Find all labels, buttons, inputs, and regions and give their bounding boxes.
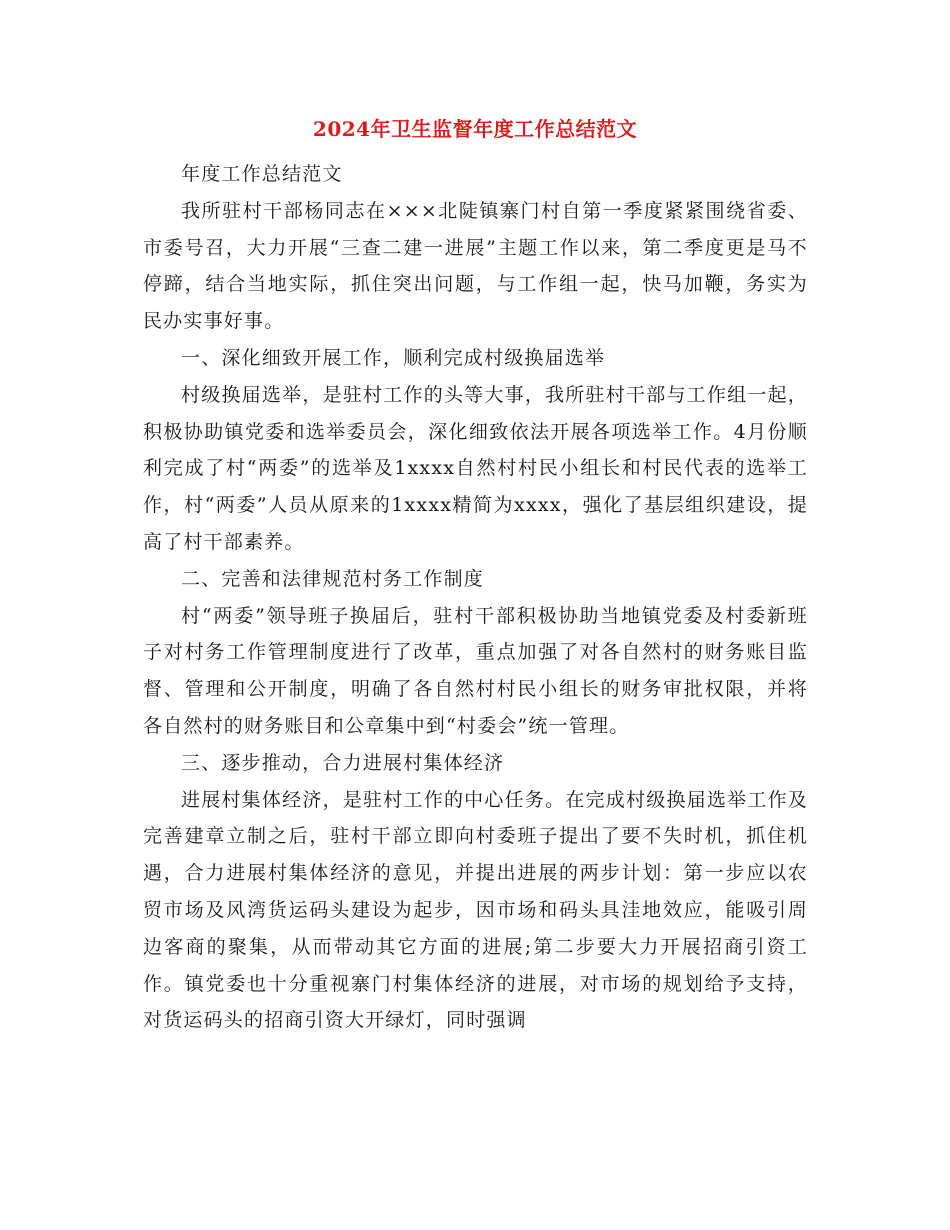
section-heading-3: 三、逐步推动，合力进展村集体经济 [181, 751, 505, 774]
section-body-3: 进展村集体经济，是驻村工作的中心任务。在完成村级换届选举工作及完善建章立制之后，驻村干部立即向村委班子提出了要不失时机，抓住机遇，合力进展村集体经济的意见，并提出进展的两步计划：第一步应以农贸市场及风湾货运码头建设为起步，因市场和码头具洼地效应，能吸引周边客商的聚集，从而带动其它方面的进展;第二步要大力开展招商引资工作。镇党委也十分重视寨门村集体经济的进展，对市场的规划给予支持，对货运码头的招商引资大开绿灯，同时强调 [143, 788, 808, 1032]
intro-paragraph: 我所驻村干部杨同志在×××北陡镇寨门村自第一季度紧紧围绕省委、市委号召，大力开展“三查二建一进展”主题工作以来，第二季度更是马不停蹄，结合当地实际，抓住突出问题，与工作组一起，快马加鞭，务实为民办实事好事。 [143, 199, 808, 333]
section-body-1: 村级换届选举，是驻村工作的头等大事，我所驻村干部与工作组一起，积极协助镇党委和选举委员会，深化细致依法开展各项选举工作。4月份顺利完成了村“两委”的选举及1xxxx自然村村民小组长和村民代表的选举工作，村“两委”人员从原来的1xxxx精简为xxxx，强化了基层组织建设，提高了村干部素养。 [143, 383, 808, 553]
section-heading-2: 二、完善和法律规范村务工作制度 [181, 567, 485, 590]
document-title: 2024年卫生监督年度工作总结范文 [312, 117, 638, 141]
section-body-2: 村“两委”领导班子换届后，驻村干部积极协助当地镇党委及村委新班子对村务工作管理制度进行了改革，重点加强了对各自然村的财务账目监督、管理和公开制度，明确了各自然村村民小组长的财务审批权限，并将各自然村的财务账目和公章集中到“村委会”统一管理。 [143, 604, 808, 737]
document-body [143, 156, 808, 1039]
document-subtitle: 年度工作总结范文 [181, 163, 343, 185]
section-heading-1: 一、深化细致开展工作，顺利完成村级换届选举 [181, 346, 606, 369]
